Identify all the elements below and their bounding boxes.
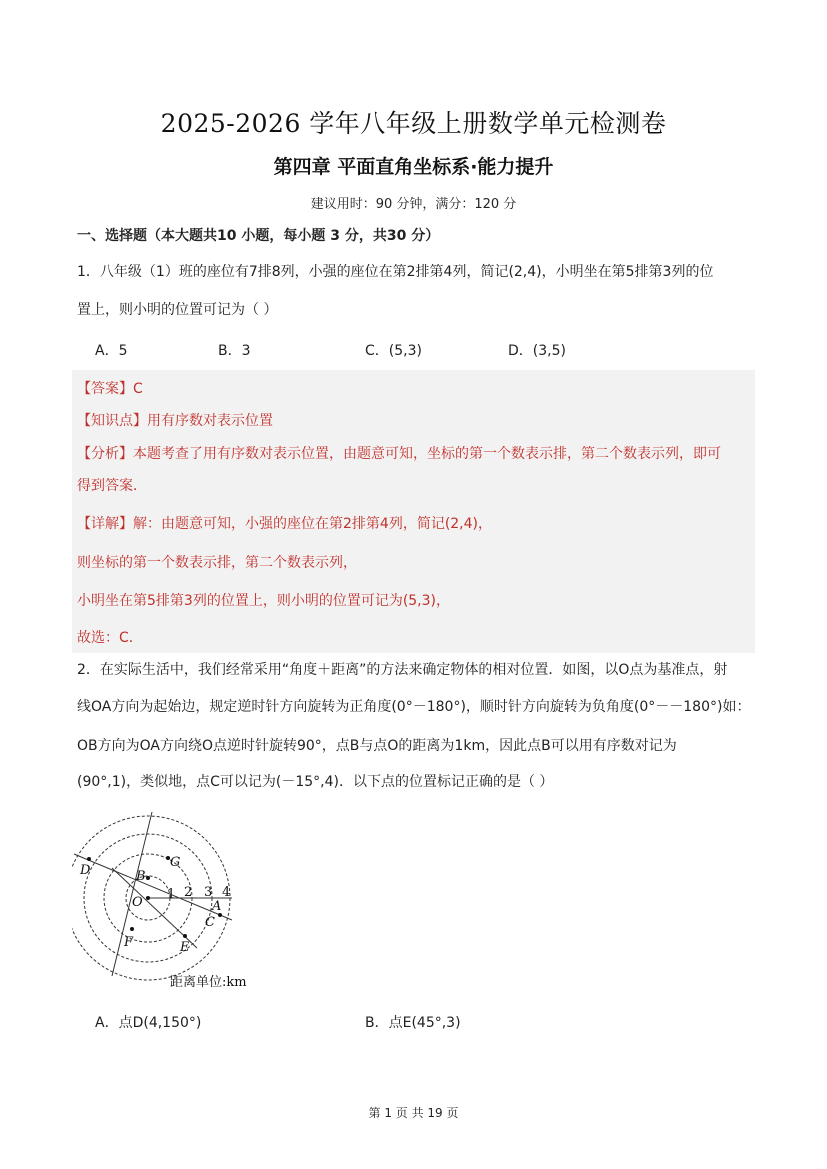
label-a: A xyxy=(212,899,222,914)
q1-line1: 1．八年级（1）班的座位有7排8列，小强的座位在第2排第4列，简记(2,4)，小明坐在第5排第3列的位 xyxy=(77,264,714,280)
answer-label: 【答案】C xyxy=(77,381,143,397)
q1-line2: 置上，则小明的位置可记为（ ） xyxy=(77,302,278,318)
label-d: D xyxy=(80,863,91,878)
label-o: O xyxy=(132,895,143,910)
point-d xyxy=(87,857,91,861)
q2-line2: 线OA方向为起始边，规定逆时针方向旋转为正角度(0°－180°)，顺时针方向旋转为负角度(0°－－180°)如： xyxy=(77,699,751,715)
label-e: E xyxy=(180,940,190,955)
page-number: 第 1 页 共 19 页 xyxy=(368,1106,459,1120)
ring-label-1: 1 xyxy=(167,887,176,902)
ring-label-2: 2 xyxy=(184,885,193,900)
q1-option-d: D．(3,5) xyxy=(508,343,566,359)
detail-line2: 则坐标的第一个数表示排，第二个数表示列， xyxy=(77,555,357,571)
chapter-subtitle: 第四章 平面直角坐标系·能力提升 xyxy=(273,156,554,178)
label-b: B xyxy=(136,869,146,884)
analysis-line1: 【分析】本题考查了用有序数对表示位置，由题意可知，坐标的第一个数表示排，第二个数表示列，即可 xyxy=(77,446,721,462)
q1-option-c: C．(5,3) xyxy=(365,343,422,359)
q2-line4: (90°,1)，类似地，点C可以记为(－15°,4)．以下点的位置标记正确的是（ ） xyxy=(77,774,554,790)
point-f xyxy=(130,927,134,931)
detail-line4: 故选：C． xyxy=(77,630,143,646)
detail-line1: 【详解】解：由题意可知，小强的座位在第2排第4列，简记(2,4)， xyxy=(77,516,493,532)
point-b xyxy=(146,876,150,880)
section-heading: 一、选择题（本大题共10 小题，每小题 3 分，共30 分） xyxy=(77,228,440,244)
detail-line3: 小明坐在第5排第3列的位置上，则小明的位置可记为(5,3)， xyxy=(77,593,451,609)
line-f xyxy=(112,812,152,976)
label-f: F xyxy=(124,935,134,950)
label-c: C xyxy=(205,915,215,930)
q2-option-a: A．点D(4,150°) xyxy=(95,1015,202,1031)
q2-line1: 2．在实际生活中，我们经常采用“角度＋距离”的方法来确定物体的相对位置．如图，以O点为基准点，射 xyxy=(77,662,728,678)
q1-option-a: A．5 xyxy=(95,343,128,359)
page-title: 2025-2026 学年八年级上册数学单元检测卷 xyxy=(160,109,667,138)
polar-figure xyxy=(72,808,272,993)
label-g: G xyxy=(170,855,181,870)
analysis-line2: 得到答案． xyxy=(77,478,147,494)
ring-label-3: 3 xyxy=(204,885,213,900)
ring-label-4: 4 xyxy=(222,885,231,900)
q2-option-b: B．点E(45°,3) xyxy=(365,1015,461,1031)
time-info: 建议用时：90 分钟，满分：120 分 xyxy=(310,197,517,212)
q2-line3: OB方向为OA方向绕O点逆时针旋转90°，点B与点O的距离为1km，因此点B可以用有序数对记为 xyxy=(77,738,677,754)
figure-caption: 距离单位:km xyxy=(170,975,247,990)
point-o xyxy=(146,896,150,900)
point-e xyxy=(183,934,187,938)
q1-option-b: B．3 xyxy=(218,343,251,359)
knowledge-point: 【知识点】用有序数对表示位置 xyxy=(77,413,273,429)
